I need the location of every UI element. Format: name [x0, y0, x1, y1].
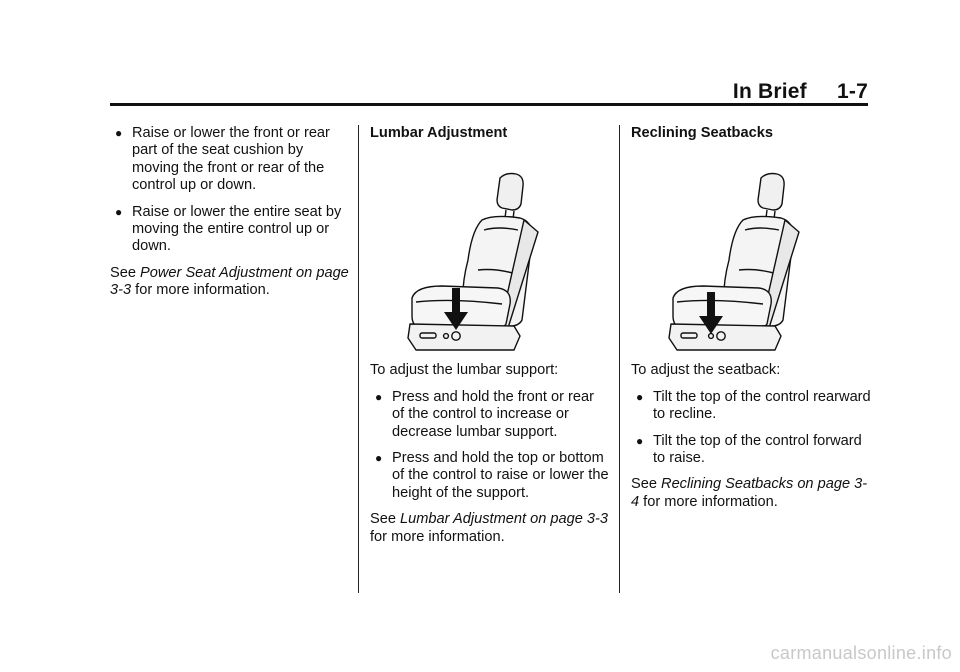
- cross-reference-link[interactable]: Power Seat Adjustment on page 3-3: [110, 264, 349, 299]
- list-item: [370, 389, 610, 441]
- see-suffix: for more information.: [639, 493, 778, 510]
- see-prefix: See: [110, 264, 141, 281]
- column-power-seat: [110, 125, 350, 309]
- bullet-icon: ●: [115, 204, 123, 219]
- page-header: [110, 80, 868, 102]
- seat-with-down-arrow-icon: [402, 170, 552, 354]
- bullet-icon: ●: [115, 126, 123, 140]
- bullet-icon: ●: [375, 389, 383, 404]
- bullet-icon: ●: [636, 389, 644, 404]
- list-item: [370, 450, 610, 502]
- bullet-text: Tilt the top of the control rearward to recline.: [653, 388, 871, 423]
- list-item: [110, 125, 350, 195]
- bullet-text: Tilt the top of the control forward to raise.: [653, 432, 862, 467]
- see-prefix: See: [370, 511, 401, 528]
- column-divider: [358, 125, 359, 593]
- header-rule: [110, 103, 868, 106]
- cross-reference-link[interactable]: Reclining Seatbacks on page 3-4: [631, 476, 868, 510]
- seat-with-down-arrow-icon: [663, 170, 813, 354]
- intro-text: To adjust the lumbar support:: [370, 362, 559, 379]
- bullet-text: Raise or lower the entire seat by moving the entire control up or down.: [132, 203, 342, 255]
- see-suffix: for more information.: [370, 528, 505, 545]
- section-heading: Reclining Seatbacks: [631, 125, 773, 141]
- list-item: [631, 389, 871, 424]
- see-reference: [631, 476, 871, 511]
- bullet-icon: ●: [636, 433, 644, 448]
- bullet-text: Press and hold the front or rear of the control to increase or decrease lumbar support.: [392, 388, 594, 440]
- intro-text: To adjust the seatback:: [631, 362, 781, 379]
- bullet-text: Press and hold the top or bottom of the control to raise or lower the height of the support.: [392, 450, 609, 501]
- see-suffix: for more information.: [131, 282, 270, 299]
- bullet-text: Raise or lower the front or rear part of the seat cushion by moving the front or rear of the control up or down.: [132, 125, 330, 194]
- list-item: [110, 204, 350, 256]
- watermark: carmanualsonline.info: [770, 643, 952, 663]
- list-item: [631, 433, 871, 468]
- column-divider: [619, 125, 620, 593]
- see-prefix: See: [631, 476, 662, 493]
- cross-reference-link[interactable]: Lumbar Adjustment on page 3-3: [400, 511, 608, 528]
- see-reference: [110, 265, 350, 300]
- column-recline: [631, 125, 871, 520]
- section-heading: Lumbar Adjustment: [370, 125, 508, 141]
- page-title: In Brief 1-7: [732, 80, 868, 103]
- see-reference: [370, 511, 610, 546]
- bullet-icon: ●: [375, 451, 383, 466]
- column-lumbar: [370, 125, 610, 555]
